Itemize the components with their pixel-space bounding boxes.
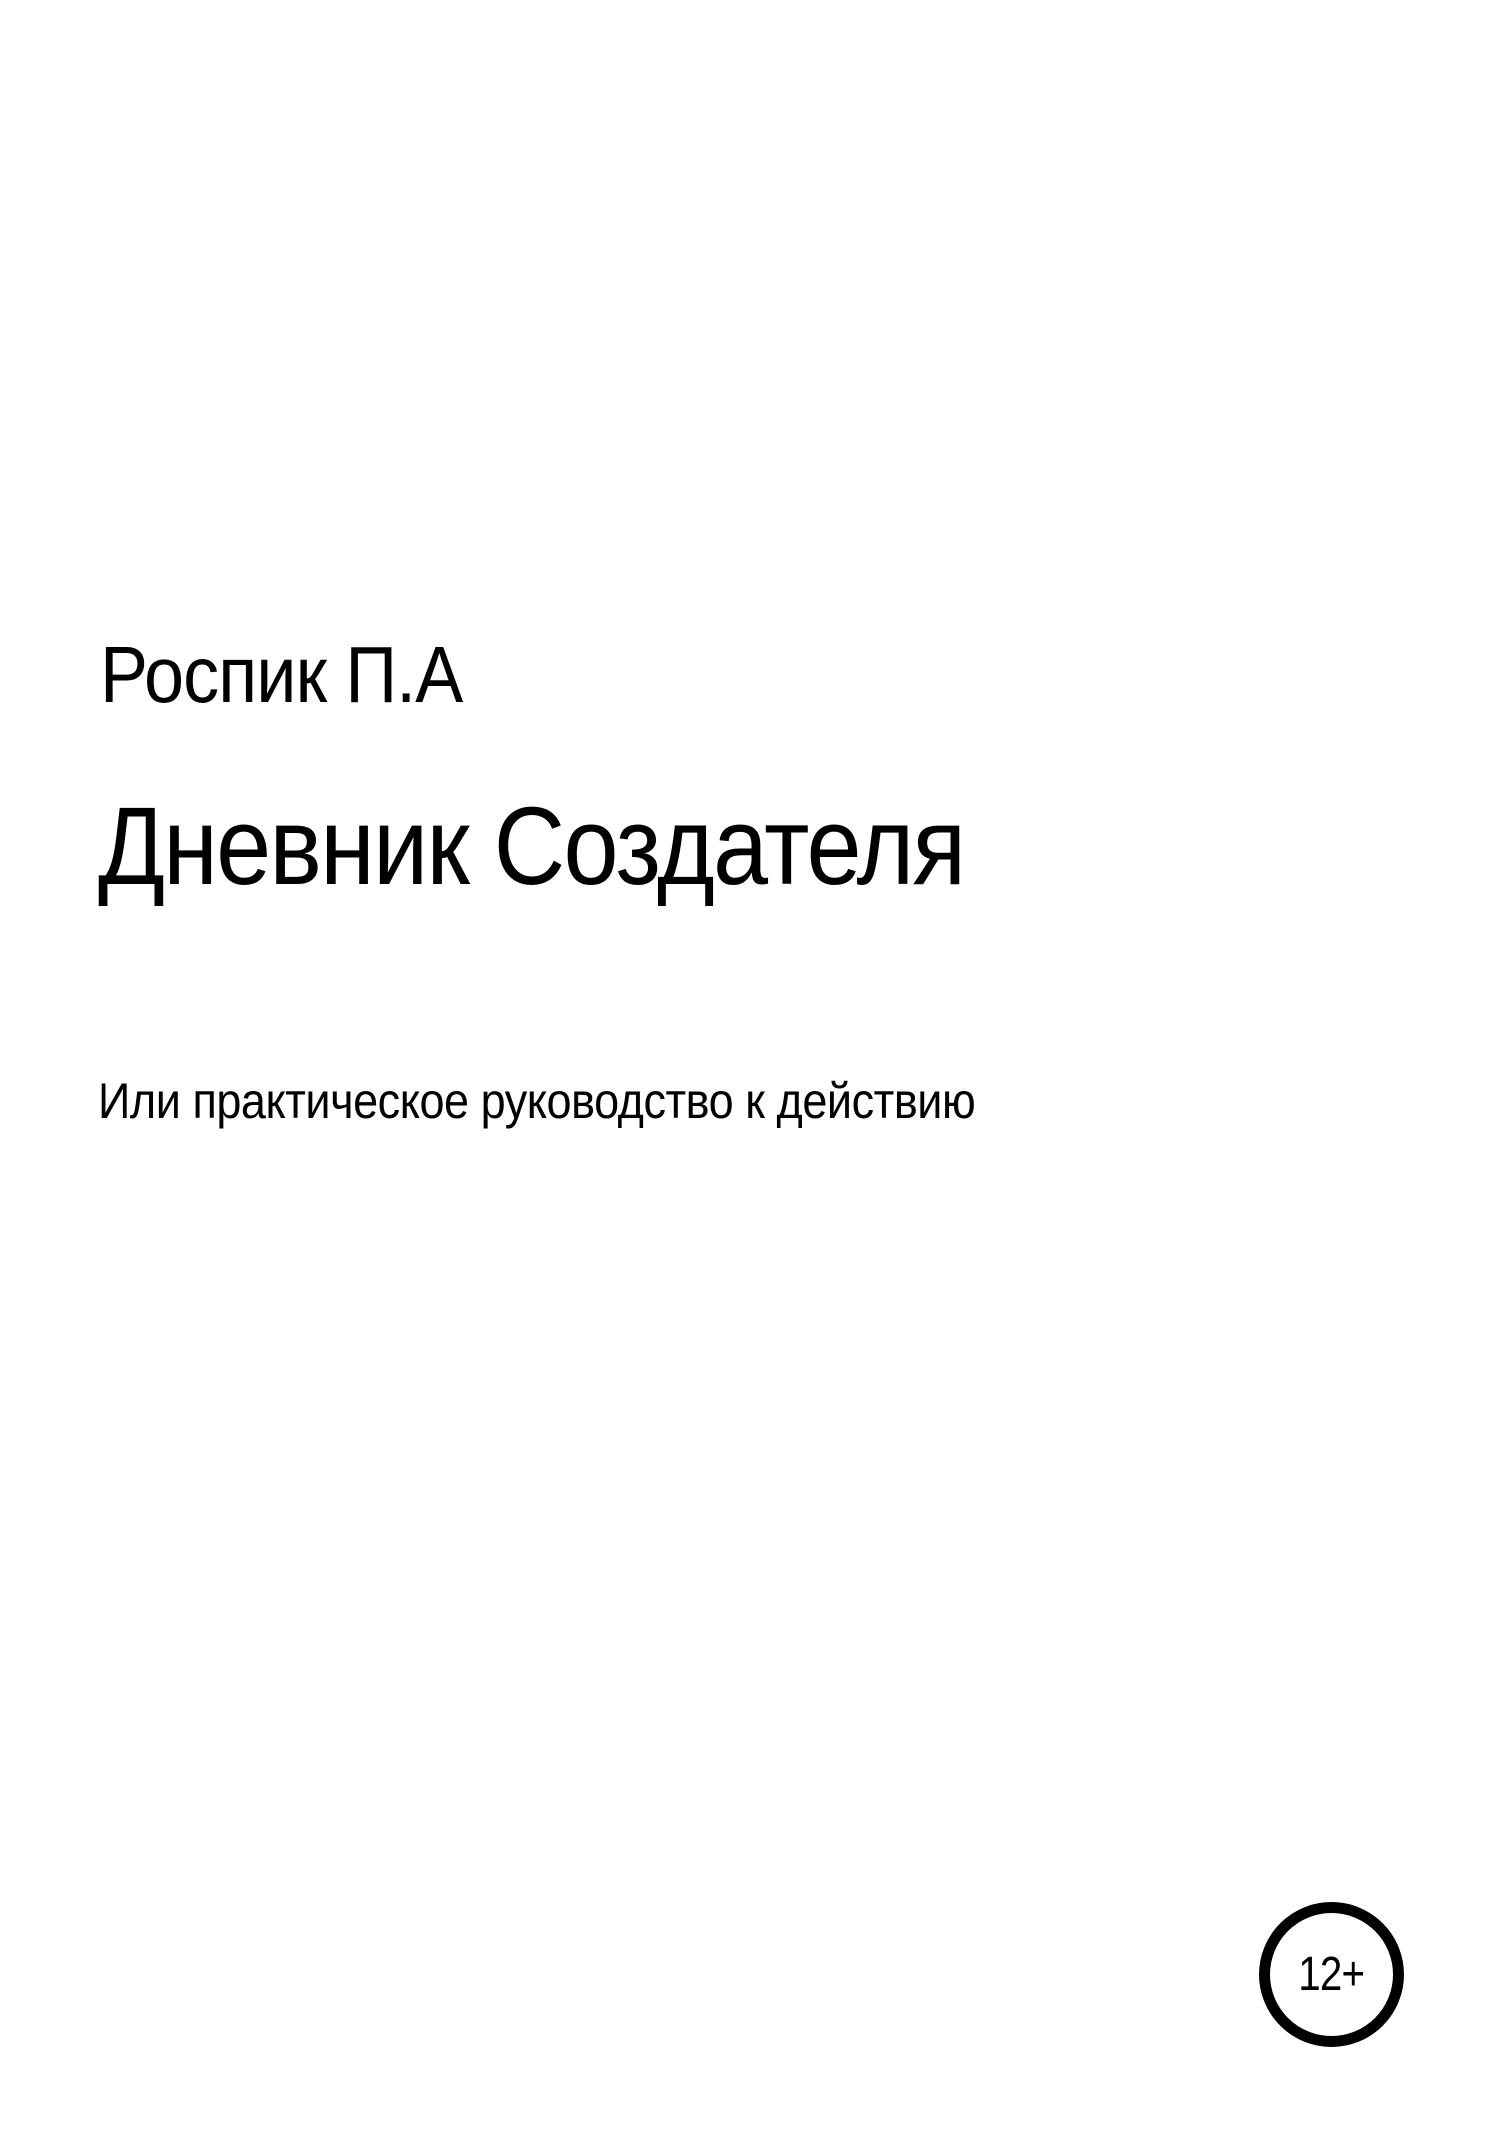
author-name: Роспик П.А xyxy=(100,630,463,719)
book-subtitle: Или практическое руководство к действию xyxy=(98,1073,976,1129)
book-title: Дневник Создателя xyxy=(98,785,965,908)
age-rating-badge xyxy=(1259,1902,1404,2047)
age-rating-label: 12+ xyxy=(1298,1948,1365,2001)
